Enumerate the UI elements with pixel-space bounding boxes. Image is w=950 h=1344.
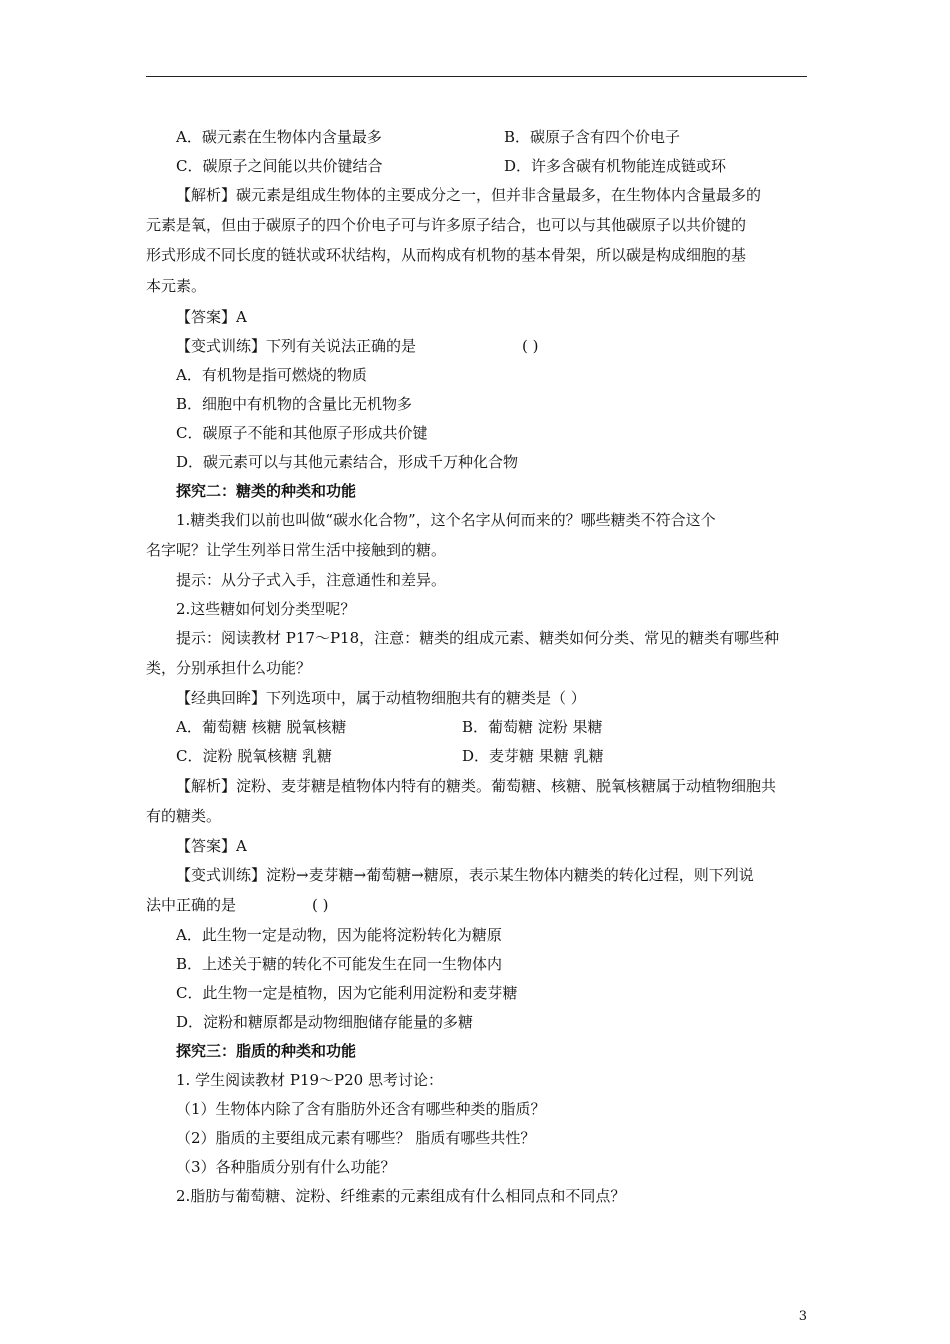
q2-option-a: A．葡萄糖 核糖 脱氧核糖: [176, 718, 347, 736]
v1-option-a: A．有机物是指可燃烧的物质: [176, 366, 367, 384]
v2-paren: ( ): [312, 896, 329, 914]
q2-option-d: D．麦芽糖 果糖 乳糖: [462, 747, 604, 765]
section2-line-3: 提示：从分子式入手，注意通性和差异。: [176, 571, 447, 589]
v2-option-b: B．上述关于糖的转化不可能发生在同一生物体内: [176, 955, 503, 973]
q2-analysis-line-1: 【解析】淀粉、麦芽糖是植物体内特有的糖类。葡萄糖、核糖、脱氧核糖属于动植物细胞共: [176, 777, 777, 795]
q1-analysis-line-4: 本元素。: [146, 277, 207, 295]
v2-option-c: C．此生物一定是植物，因为它能利用淀粉和麦芽糖: [176, 984, 518, 1002]
q1-analysis-line-3: 形式形成不同长度的链状或环状结构，从而构成有机物的基本骨架，所以碳是构成细胞的基: [146, 246, 747, 264]
v1-option-d: D．碳元素可以与其他元素结合，形成千万种化合物: [176, 453, 519, 471]
section3-title: 探究三：脂质的种类和功能: [176, 1042, 357, 1060]
section3-line-4: （3）各种脂质分别有什么功能？: [176, 1158, 396, 1176]
section2-line-1: 1.糖类我们以前也叫做“碳水化合物”，这个名字从何而来的？哪些糖类不符合这个: [176, 511, 716, 529]
section2-line-5: 提示：阅读教材 P17～P18，注意：糖类的组成元素、糖类如何分类、常见的糖类有哪些种: [176, 629, 780, 647]
v2-stem: 【变式训练】淀粉→麦芽糖→葡萄糖→糖原，表示某生物体内糖类的转化过程，则下列说: [176, 866, 754, 884]
q2-answer: 【答案】A: [176, 837, 247, 855]
v1-paren: ( ): [522, 337, 539, 355]
q2-option-c: C．淀粉 脱氧核糖 乳糖: [176, 747, 333, 765]
section2-line-2: 名字呢？让学生列举日常生活中接触到的糖。: [146, 541, 447, 559]
v2-option-a: A．此生物一定是动物，因为能将淀粉转化为糖原: [176, 926, 502, 944]
q1-option-d: D．许多含碳有机物能连成链或环: [504, 157, 727, 175]
page-number: 3: [798, 1309, 807, 1324]
v2-option-d: D．淀粉和糖原都是动物细胞储存能量的多糖: [176, 1013, 474, 1031]
q1-option-b: B．碳原子含有四个价电子: [504, 128, 681, 146]
section2-line-6: 类，分别承担什么功能？: [146, 659, 312, 677]
v1-stem: 【变式训练】下列有关说法正确的是: [176, 337, 417, 355]
section2-title: 探究二：糖类的种类和功能: [176, 482, 357, 500]
header-rule: [146, 76, 807, 77]
q2-option-b: B．葡萄糖 淀粉 果糖: [462, 718, 603, 736]
section2-line-4: 2.这些糖如何划分类型呢？: [176, 600, 356, 618]
section3-line-3: （2）脂质的主要组成元素有哪些？ 脂质有哪些共性？: [176, 1129, 536, 1147]
q1-option-c: C．碳原子之间能以共价键结合: [176, 157, 383, 175]
q1-option-a: A．碳元素在生物体内含量最多: [176, 128, 382, 146]
v1-option-b: B．细胞中有机物的含量比无机物多: [176, 395, 413, 413]
q1-answer: 【答案】A: [176, 308, 247, 326]
section3-line-5: 2.脂肪与葡萄糖、淀粉、纤维素的元素组成有什么相同点和不同点？: [176, 1187, 626, 1205]
v2-stem-2: 法中正确的是: [146, 896, 237, 914]
section3-line-1: 1. 学生阅读教材 P19～P20 思考讨论：: [176, 1071, 443, 1089]
q2-stem: 【经典回眸】下列选项中，属于动植物细胞共有的糖类是（ ）: [176, 689, 586, 707]
v1-option-c: C．碳原子不能和其他原子形成共价键: [176, 424, 428, 442]
q1-analysis-line-1: 【解析】碳元素是组成生物体的主要成分之一，但并非含量最多，在生物体内含量最多的: [176, 186, 762, 204]
section3-line-2: （1）生物体内除了含有脂肪外还含有哪些种类的脂质？: [176, 1100, 546, 1118]
q2-analysis-line-2: 有的糖类。: [146, 807, 222, 825]
q1-analysis-line-2: 元素是氧，但由于碳原子的四个价电子可与许多原子结合，也可以与其他碳原子以共价键的: [146, 216, 747, 234]
